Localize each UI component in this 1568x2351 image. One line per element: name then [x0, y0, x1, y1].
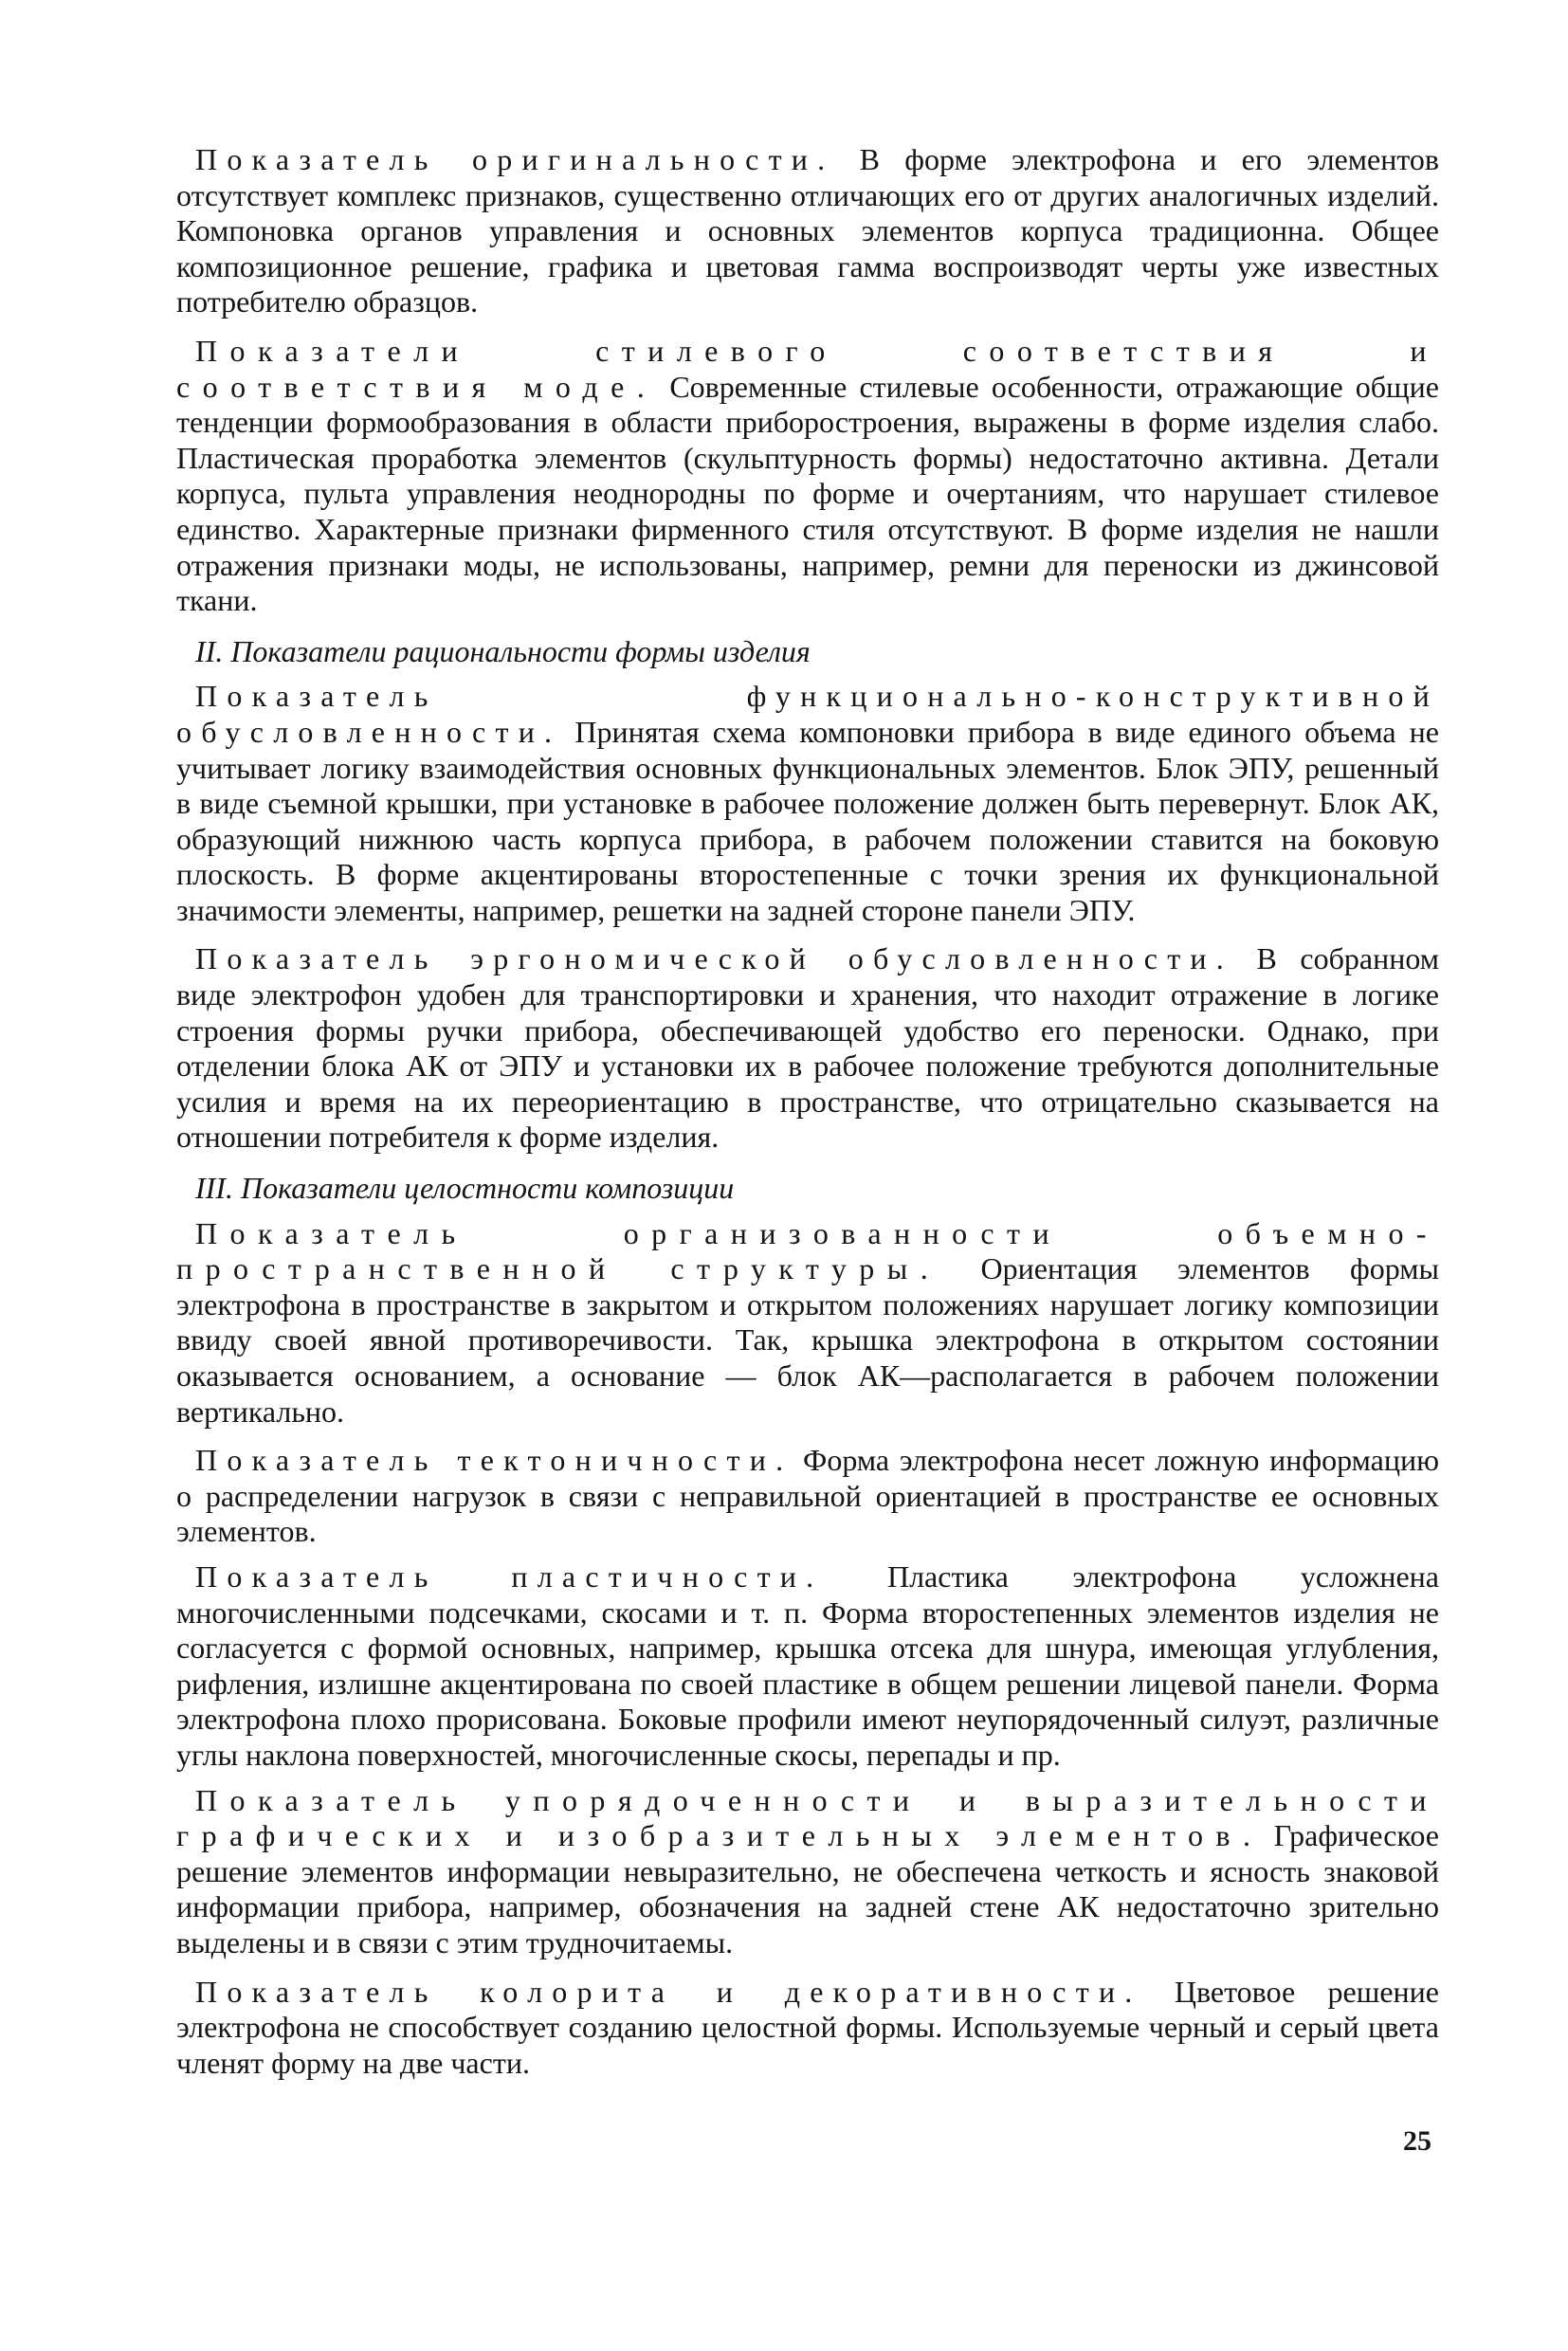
term-functional-constructive: Показатель функционально-конструктивной обусловленности.	[176, 679, 1439, 749]
paragraph-plasticity	[176, 1559, 1439, 1774]
paragraph-originality	[176, 142, 1439, 320]
text-style-fashion: Современные стилевые особенности, отражающие общие тенденции формообразования в области приборостроения, выражены в форме изделия слабо. Пластическая проработка элементов (скульптурность формы) недостаточно активна. Детали корпуса, пульта управления неоднородны по форме и очертаниям, что нарушает стилевое единство. Характерные признаки фирменного стиля отсутствуют. В форме изделия не нашли отражения признаки моды, не использованы, например, ремни для переноски из джинсовой ткани.	[176, 369, 1440, 618]
text-tectonics: Форма электрофона несет ложную информацию о распределении нагрузок в связи с неправильной ориентацией в пространстве ее основных элементов.	[176, 1443, 1440, 1549]
paragraph-spatial-structure	[176, 1216, 1439, 1431]
text-functional-constructive: Принятая схема компоновки прибора в виде единого объема не учитывает логику взаимодействия основных функциональных элементов. Блок ЭПУ, решенный в виде съемной крышки, при установке в рабочее положение должен быть перевернут. Блок АК, образующий нижнюю часть корпуса прибора, в рабочем положении ставится на боковую плоскость. В форме акцентированы второстепенные с точки зрения их функциональной значимости элементы, например, решетки на задней стороне панели ЭПУ.	[176, 714, 1439, 927]
text-graphics: Графическое решение элементов информации невыразительно, не обеспечена четкость и ясность знаковой информации прибора, например, обозначения на задней стене АК недостаточно зрительно выделены и в связи с этим трудночитаемы.	[176, 1818, 1439, 1959]
text-spatial-structure: Ориентация элементов формы электрофона в пространстве в закрытом и открытом положениях нарушает логику композиции ввиду своей явной противоречивости. Так, крышка электрофона в открытом состоянии оказывается основанием, а основание — блок АК—располагается в рабочем положении вертикально.	[176, 1251, 1439, 1429]
term-tectonics: Показатель тектоничности.	[195, 1443, 793, 1478]
text-block	[176, 142, 1439, 2081]
paragraph-style-fashion	[176, 334, 1439, 619]
text-color: Цветовое решение электрофона не способствует созданию целостной формы. Используемые черный и серый цвета членят форму на две части.	[176, 1974, 1439, 2080]
term-graphics: Показатель упорядоченности и выразительности графических и изобразительных элементов.	[176, 1782, 1439, 1853]
term-plasticity: Показатель пластичности.	[195, 1558, 824, 1594]
paragraph-ergonomic	[176, 941, 1439, 1156]
text-ergonomic: В собранном виде электрофон удобен для транспортировки и хранения, что находит отражение в логике строения формы ручки прибора, обеспечивающей удобство его переноски. Однако, при отделении блока АК от ЭПУ и установки их в рабочее положение требуются дополнительные усилия и время на их переориентацию в пространстве, что отрицательно сказывается на отношении потребителя к форме изделия.	[176, 941, 1439, 1155]
term-color: Показатель колорита и декоративности.	[195, 1974, 1142, 2009]
term-ergonomic: Показатель эргономической обусловленности.	[195, 941, 1234, 976]
paragraph-functional-constructive	[176, 679, 1439, 928]
term-style-fashion: Показатели стилевого соответствия и соответствия моде.	[176, 333, 1439, 404]
text-plasticity: Пластика электрофона усложнена многочисленными подсечками, скосами и т. п. Форма второстепенных элементов изделия не согласуется с формой основных, например, крышка отсека для шнура, имеющая углубления, рифления, излишне акцентирована по своей пластике в общем решении лицевой панели. Форма электрофона плохо прорисована. Боковые профили имеют неупорядоченный силуэт, различные углы наклона поверхностей, многочисленные скосы, перепады и пр.	[176, 1558, 1439, 1772]
term-spatial-structure: Показатель организованности объемно-пространственной структуры.	[176, 1215, 1439, 1286]
text-originality: В форме электрофона и его элементов отсутствует комплекс признаков, существенно отличающих его от других аналогичных изделий. Компоновка органов управления и основных элементов корпуса традиционна. Общее композиционное решение, графика и цветовая гамма воспроизводят черты уже известных потребителю образцов.	[176, 142, 1439, 319]
paragraph-graphics	[176, 1783, 1439, 1961]
paragraph-tectonics	[176, 1443, 1439, 1550]
page-number: 25	[1403, 2125, 1431, 2157]
paragraph-color	[176, 1975, 1439, 2082]
section-heading-rationality: II. Показатели рациональности формы изделия	[195, 633, 811, 668]
section-heading-integrity: III. Показатели целостности композиции	[195, 1171, 735, 1206]
term-originality: Показатель оригинальности.	[195, 142, 835, 176]
